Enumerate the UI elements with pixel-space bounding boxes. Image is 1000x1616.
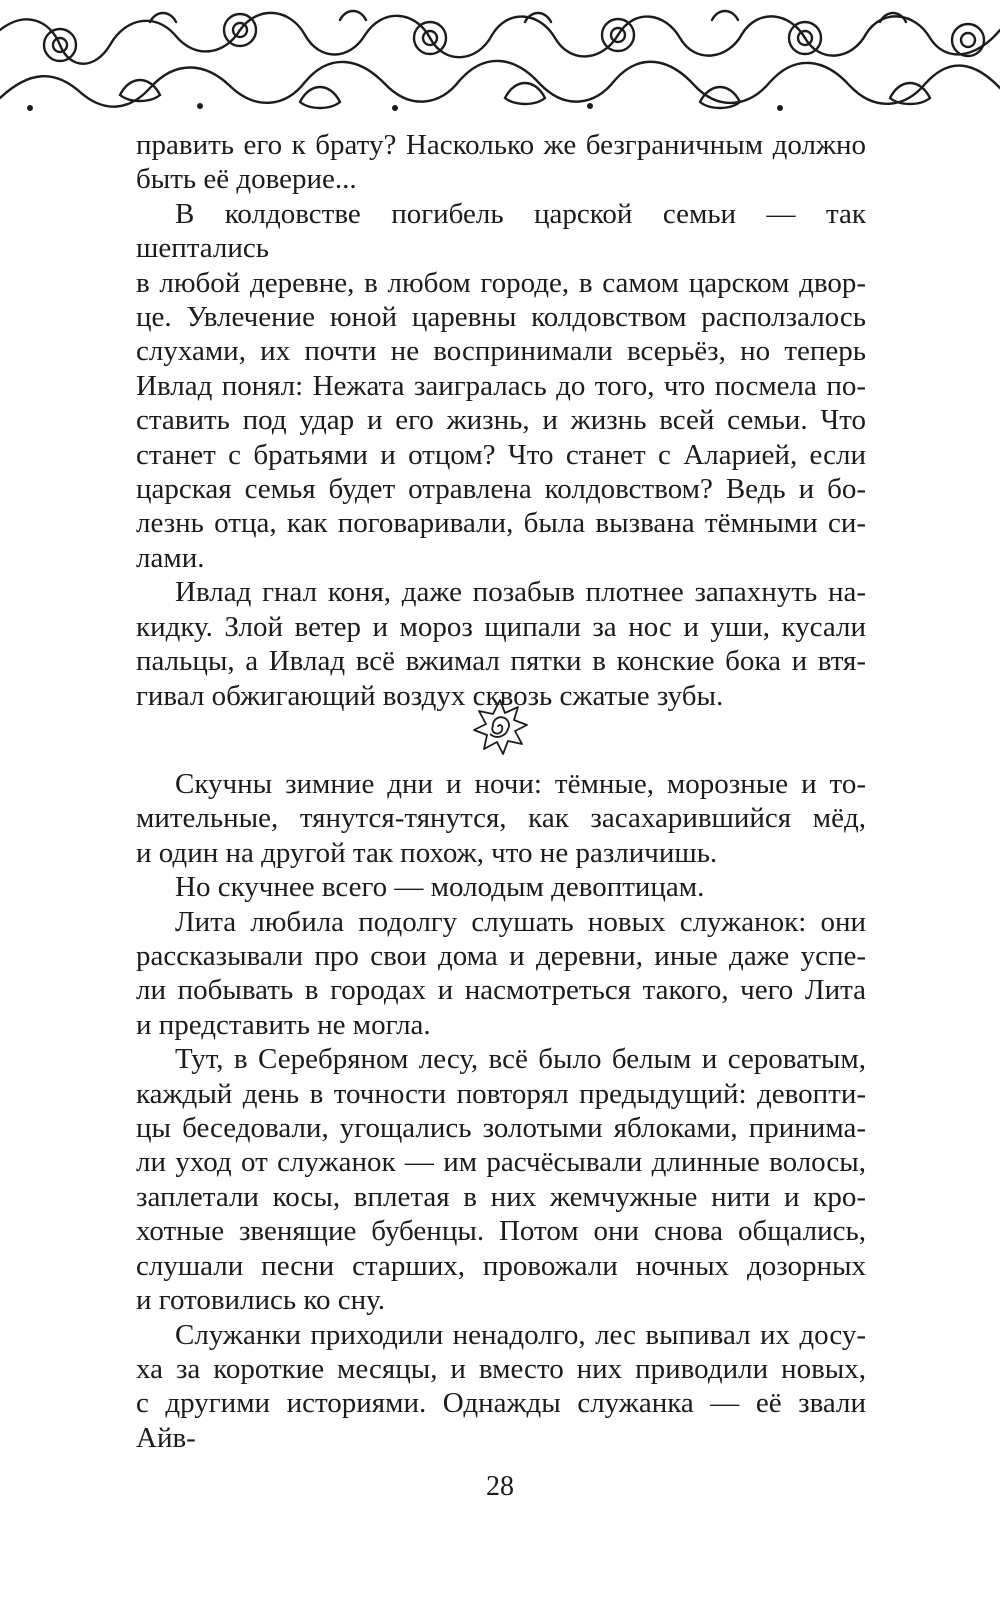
text-line: с другими историями. Однажды служанка — её звали Айв- bbox=[136, 1387, 866, 1454]
text-line: ставить под удар и его жизнь, и жизнь всей семьи. Что bbox=[136, 404, 866, 437]
text-line: хотные звенящие бубенцы. Потом они снова общались, bbox=[136, 1215, 866, 1248]
text-line: и готовились ко сну. bbox=[136, 1284, 386, 1317]
page-number: 28 bbox=[486, 1471, 514, 1502]
text-line: заплетали косы, вплетая в них жемчужные нити и кро- bbox=[136, 1180, 866, 1213]
text-line: слушали песни старших, провожали ночных дозорных bbox=[136, 1249, 866, 1282]
text-line: мительные, тянутся-тянутся, как засахарившийся мёд, bbox=[136, 802, 866, 835]
text-line: ли уход от служанок — им расчёсывали длинные волосы, bbox=[136, 1146, 866, 1179]
text-line: цы беседовали, угощались золотыми яблоками, принима- bbox=[136, 1112, 866, 1145]
text-line: ха за короткие месяцы, и вместо них приводили новых, bbox=[136, 1352, 866, 1385]
text-line: слухами, их почти не воспринимали всерьёз, но теперь bbox=[136, 335, 866, 368]
text-line: в любой деревне, в любом городе, в самом царском двор- bbox=[136, 266, 866, 299]
text-line: станет с братьями и отцом? Что станет с Аларией, если bbox=[136, 438, 866, 471]
text-section-1 bbox=[136, 128, 866, 713]
text-line: царская семья будет отравлена колдовством? Ведь и бо- bbox=[136, 473, 866, 506]
text-section-2 bbox=[136, 767, 866, 1455]
sun-swirl-icon bbox=[470, 697, 530, 757]
text-line: Ивлад понял: Нежата заигралась до того, что посмела по- bbox=[136, 369, 866, 402]
text-line: и один на другой так похож, что не различишь. bbox=[136, 836, 718, 869]
text-line: В колдовстве погибель царской семьи — так шептались bbox=[136, 197, 866, 265]
text-line: кидку. Злой ветер и мороз щипали за нос и уши, кусали bbox=[136, 610, 866, 643]
text-line: быть её доверие... bbox=[136, 163, 357, 196]
text-line: Лита любила подолгу слушать новых служанок: они bbox=[175, 905, 866, 938]
floral-border-icon bbox=[0, 0, 1000, 120]
text-line: лезнь отца, как поговаривали, была вызвана тёмными си- bbox=[136, 507, 866, 540]
text-line: це. Увлечение юной царевны колдовством расползалось bbox=[136, 301, 866, 334]
text-line: и представить не могла. bbox=[136, 1008, 431, 1041]
text-line: Скучны зимние дни и ночи: тёмные, морозные и то- bbox=[175, 768, 866, 800]
text-line: ли побывать в городах и насмотреться такого, чего Лита bbox=[136, 974, 866, 1007]
text-line: каждый день в точности повторял предыдущий: девопти- bbox=[136, 1077, 866, 1110]
text-line: гивал обжигающий воздух сквозь сжатые зубы. bbox=[136, 679, 724, 712]
text-line: лами. bbox=[136, 541, 205, 574]
text-line: Служанки приходили ненадолго, лес выпивал их досу- bbox=[175, 1318, 866, 1351]
text-line: Тут, в Серебряном лесу, всё было белым и сероватым, bbox=[175, 1043, 866, 1076]
text-line: рассказывали про свои дома и деревни, иные даже успе- bbox=[136, 940, 866, 973]
text-line: пальцы, а Ивлад всё вжимал пятки в конские бока и втя- bbox=[136, 645, 866, 678]
text-line: править его к брату? Насколько же безграничным должно bbox=[136, 129, 866, 161]
text-line: Но скучнее всего — молодым девоптицам. bbox=[175, 871, 705, 904]
text-line: Ивлад гнал коня, даже позабыв плотнее запахнуть на- bbox=[175, 576, 866, 609]
